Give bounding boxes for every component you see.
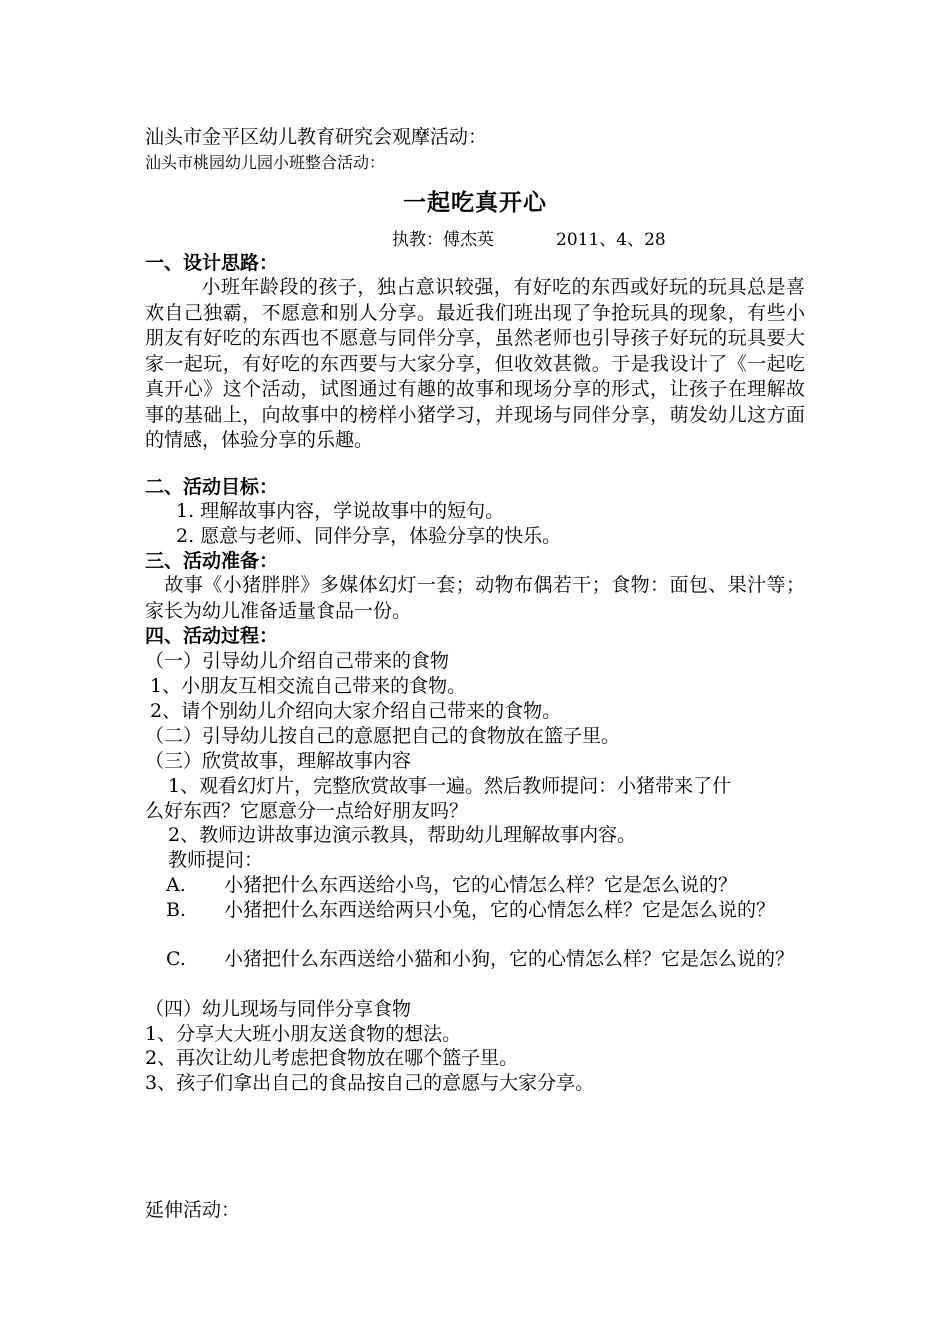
question-text: 小猪把什么东西送给小鸟，它的心情怎么样？它是怎么说的？ <box>224 874 738 896</box>
process-line: 2、请个别幼儿介绍向大家介绍自己带来的食物。 <box>150 700 562 722</box>
section-heading-goals: 二、活动目标： <box>145 476 279 498</box>
prep-body: 故事《小猪胖胖》多媒体幻灯一套；动物布偶若干；食物：面包、果汁等；家长为幼儿准备适量食品一份。 <box>145 574 805 622</box>
part4-item: 2、再次让幼儿考虑把食物放在哪个篮子里。 <box>145 1047 519 1069</box>
design-body: 小班年龄段的孩子，独占意识较强，有好吃的东西或好玩的玩具总是喜欢自己独霸，不愿意和别人分享。最近我们班出现了争抢玩具的现象，有些小朋友有好吃的东西也不愿意与同伴分享，虽然老师也引导孩子好玩的玩具要大家一起玩，有好吃的东西要与大家分享，但收效甚微。于是我设计了《一起吃真开心》这个活动，试图通过有趣的故事和现场分享的形式，让孩子在理解故事的基础上，向故事中的榜样小猪学习，并现场与同伴分享，萌发幼儿这方面的情感，体验分享的乐趣。 <box>145 276 805 451</box>
section-heading-prep: 三、活动准备： <box>145 550 279 572</box>
prep-paragraph <box>145 573 805 624</box>
step1-line-1: 1、观看幻灯片，完整欣赏故事一遍。然后教师提问：小猪带来了什 <box>168 775 732 797</box>
part4-item: 1、分享大大班小朋友送食物的想法。 <box>145 1023 462 1045</box>
extension-label: 延伸活动： <box>145 1199 241 1221</box>
section-heading-design: 一、设计思路： <box>145 252 279 274</box>
process-line: （三）欣赏故事，理解故事内容 <box>145 750 412 772</box>
process-line: 1、小朋友互相交流自己带来的食物。 <box>150 675 467 697</box>
section-heading-process: 四、活动过程： <box>145 625 279 647</box>
question-text: 小猪把什么东西送给两只小兔，它的心情怎么样？它是怎么说的？ <box>224 899 776 921</box>
process-line: （二）引导幼儿按自己的意愿把自己的食物放在篮子里。 <box>145 725 621 747</box>
header-line-1: 汕头市金平区幼儿教育研究会观摩活动： <box>145 126 488 148</box>
byline <box>392 225 666 250</box>
goal-item-1: 1. 理解故事内容，学说故事中的短句。 <box>176 500 505 522</box>
question-text: 小猪把什么东西送给小猫和小狗，它的心情怎么样？它是怎么说的？ <box>224 948 795 970</box>
question-letter: A. <box>166 874 186 896</box>
document-title: 一起吃真开心 <box>403 189 547 216</box>
step1-line-2: 么好东西？它愿意分一点给好朋友吗？ <box>145 800 469 822</box>
activity-date: 2011、4、28 <box>556 230 666 250</box>
teacher-name: 执教：傅杰英 <box>392 230 494 250</box>
step2-line: 2、教师边讲故事边演示教具，帮助幼儿理解故事内容。 <box>168 824 637 846</box>
teacher-question-label: 教师提问： <box>168 849 264 871</box>
header-line-2: 汕头市桃园幼儿园小班整合活动： <box>145 153 386 172</box>
goal-item-2: 2. 愿意与老师、同伴分享，体验分享的快乐。 <box>176 525 562 547</box>
design-paragraph <box>145 275 805 454</box>
process-line: （一）引导幼儿介绍自己带来的食物 <box>145 650 450 672</box>
question-letter: C. <box>166 948 186 970</box>
question-letter: B. <box>166 899 187 921</box>
part4-item: 3、孩子们拿出自己的食品按自己的意愿与大家分享。 <box>145 1072 595 1094</box>
part4-heading: （四）幼儿现场与同伴分享食物 <box>145 998 412 1020</box>
